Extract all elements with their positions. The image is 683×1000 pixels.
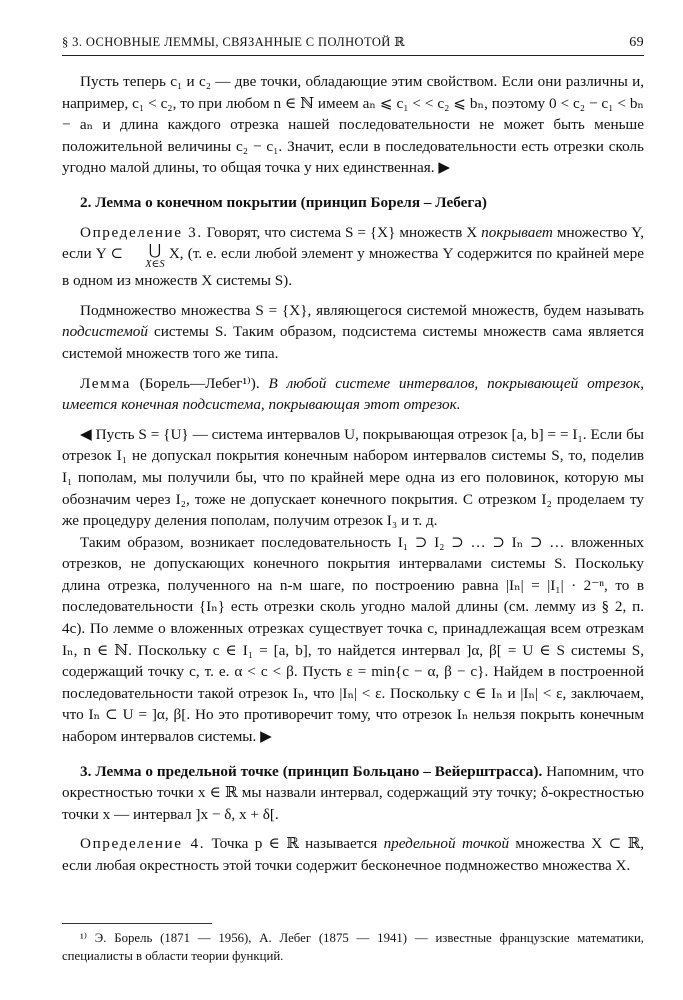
definition-4: Определение 4. Точка p ∈ ℝ называется предельной точкой множества X ⊂ ℝ, если любая окрестность этой точки содержит бесконечное подмножество множества X. (62, 835, 644, 874)
paragraph-uniqueness: Пусть теперь c₁ и c₂ — две точки, обладающие этим свойством. Если они различны и, например, c₁ < c₂, то при любом n ∈ ℕ имеем aₙ ⩽ c₁ < < c₂ ⩽ bₙ, поэтому 0 < c₂ − c₁ < bₙ − aₙ и длина каждого отрезка нашей последовательности не может быть меньше положительной величины c₂ − c₁. Значит, если в последовательности есть отрезки сколь угодно малой длины, то общая точка у них единственная. ▶ (62, 73, 644, 177)
section-3-title: 3. Лемма о предельной точке (принцип Больцано – Вейерштрасса). (80, 762, 543, 780)
running-title: § 3. ОСНОВНЫЕ ЛЕММЫ, СВЯЗАННЫЕ С ПОЛНОТОЙ ℝ (62, 35, 406, 49)
definition-3: Определение 3. Говорят, что система S = {X} множеств X покрывает множество Y, если Y ⊂ ⋃ X∈S X, (т. е. если любой элемент y множества Y содержится по крайней мере в одном из множеств X системы S). (62, 223, 644, 290)
lemma-label: Лемма (80, 374, 131, 392)
page-body (62, 34, 644, 877)
section-3 (62, 761, 644, 826)
paragraph-subsystem: Подмножество множества S = {X}, являющегося системой множеств, будем называть подсистемой системы S. Таким образом, подсистема системы множеств сама является системой множеств того же типа. (62, 301, 644, 362)
footnote: ¹⁾ Э. Борель (1871 — 1956), А. Лебег (1875 — 1941) — известные французские математики, специалисты в области теории функций. (62, 931, 644, 963)
definition-3-label: Определение 3. (80, 223, 203, 241)
definition-4-label: Определение 4. (80, 835, 206, 853)
lemma-statement: В любой системе интервалов, покрывающей отрезок, имеется конечная подсистема, покрывающая этот отрезок. (62, 374, 644, 414)
footnote-rule (62, 923, 212, 924)
section-3-text: Напомним, что окрестностью точки x ∈ ℝ мы назвали интервал, содержащий эту точку; δ-окрестностью точки x — интервал ]x − δ, x + δ[. (62, 762, 644, 823)
lemma-borel-lebesgue: Лемма (Борель—Лебег¹⁾). В любой системе интервалов, покрывающей отрезок, имеется конечная подсистема, покрывающая этот отрезок. (62, 374, 644, 414)
footnote-block (62, 923, 644, 965)
term-subsystem: подсистемой (62, 323, 148, 341)
term-covers: покрывает (481, 223, 553, 241)
section-2-title: 2. Лемма о конечном покрытии (принцип Бореля – Лебега) (80, 193, 487, 211)
page-number: 69 (629, 35, 644, 50)
term-limit-point: предельной точкой (383, 835, 510, 853)
union-operator: ⋃ X∈S (145, 242, 165, 271)
running-header (62, 34, 644, 56)
proof-part-2: Таким образом, возникает последовательность I₁ ⊃ I₂ ⊃ … ⊃ Iₙ ⊃ … вложенных отрезков, не допускающих конечного покрытия интервалами системы S. Поскольку длина отрезка, полученного на n-м шаге, по построению равна |Iₙ| = |I₁| · 2⁻ⁿ, то в последовательности {Iₙ} есть отрезки сколь угодно малой длины (см. лемму из § 2, п. 4c). По лемме о вложенных отрезках существует точка c, принадлежащая всем отрезкам Iₙ, n ∈ ℕ. Поскольку c ∈ I₁ = [a, b], то найдется интервал ]α, β[ = U ∈ S системы S, содержащий точку c, т. е. α < c < β. Пусть ε = min{c − α, β − c}. Найдем в построенной последовательности такой отрезок Iₙ, что |Iₙ| < ε. Поскольку c ∈ Iₙ и |Iₙ| < ε, заключаем, что Iₙ ⊂ U = ]α, β[. Но это противоречит тому, что отрезок Iₙ нельзя покрыть конечным набором интервалов системы. ▶ (62, 533, 644, 746)
proof-part-1: ◀ Пусть S = {U} — система интервалов U, покрывающая отрезок [a, b] = = I₁. Если бы отрезок I₁ не допускал покрытия конечным набором интервалов системы S, то, поделив I₁ пополам, мы получили бы, что по крайней мере одна из его половинок, которую мы обозначим через I₂, тоже не допускает конечного покрытия. С отрезком I₂ проделаем ту же процедуру деления пополам, получим отрезок I₃ и т. д. (62, 425, 644, 530)
